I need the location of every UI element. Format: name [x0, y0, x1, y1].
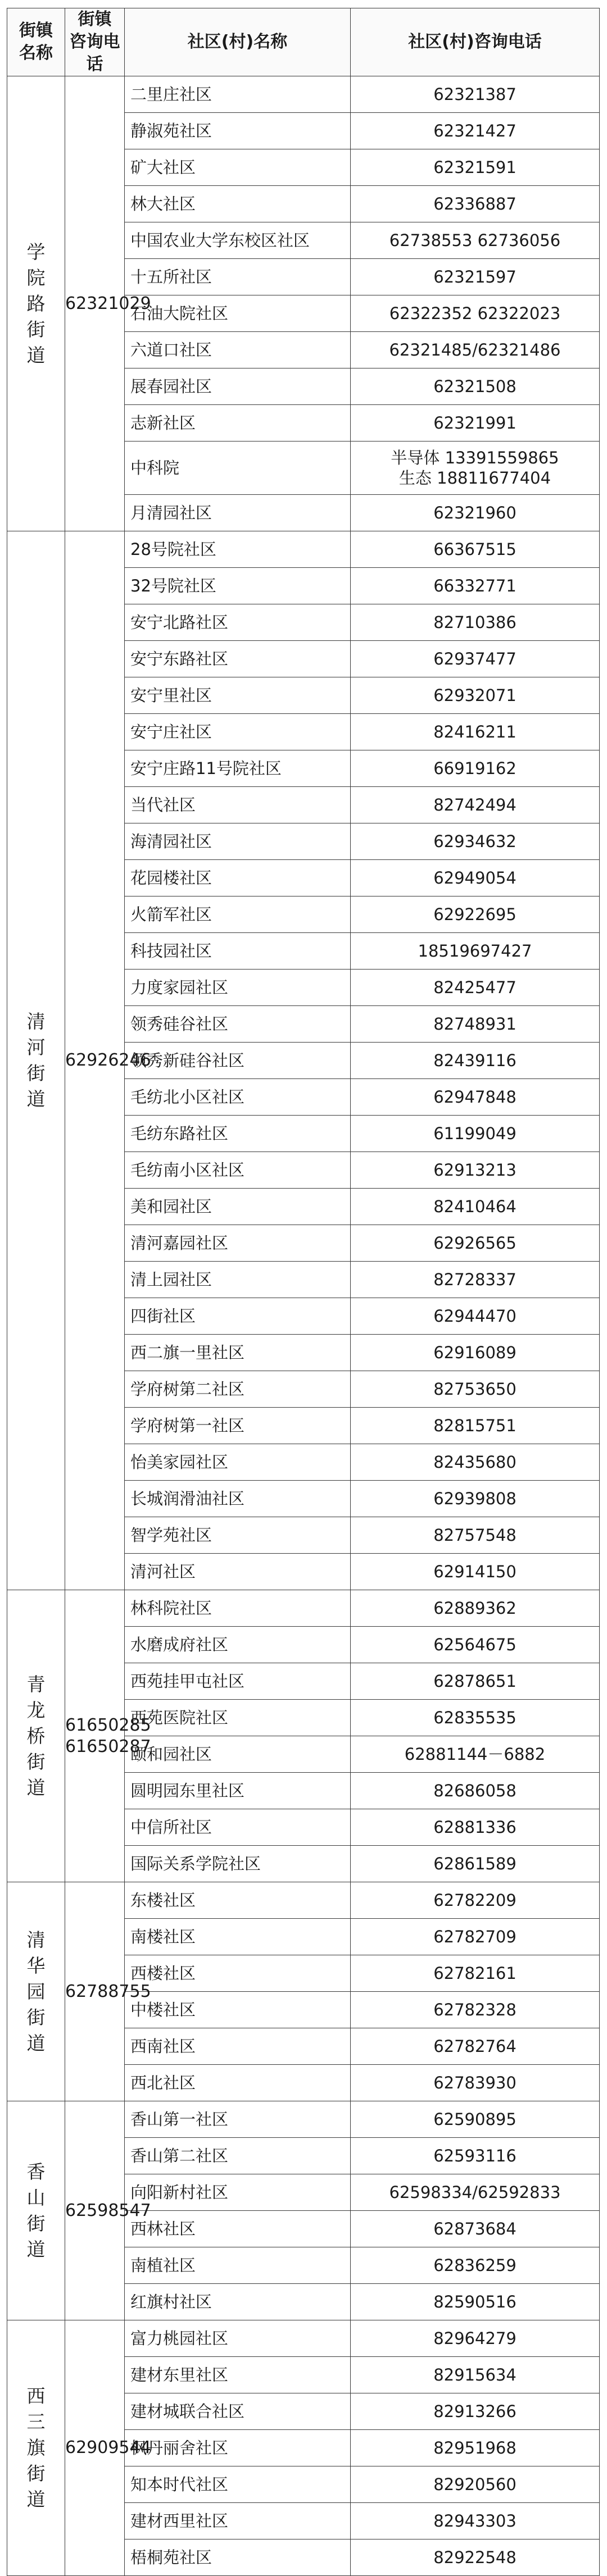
community-tel: [351, 933, 600, 970]
street-name-cell: [7, 2320, 65, 2576]
community-contact-table: [7, 8, 600, 2576]
street-tel: 62598547: [65, 2200, 151, 2220]
community-tel: [351, 2320, 600, 2357]
community-tel: [351, 1006, 600, 1043]
community-tel-line: 82748931: [433, 1014, 517, 1034]
community-name: 西楼社区: [125, 1955, 351, 1992]
community-tel-line: 62881336: [433, 1818, 517, 1837]
community-name: 林科院社区: [125, 1590, 351, 1627]
header-community: 社区(村)名称: [125, 8, 351, 76]
community-name: 清河社区: [125, 1554, 351, 1590]
community-tel: [351, 495, 600, 531]
community-tel-line: 82920560: [433, 2475, 517, 2494]
community-tel: [351, 2247, 600, 2284]
community-tel: [351, 442, 600, 495]
community-tel-line: 62321991: [433, 413, 517, 433]
community-tel-line: 62321387: [433, 85, 517, 104]
community-name: 六道口社区: [125, 332, 351, 368]
community-tel-line: 66919162: [433, 759, 517, 778]
community-tel: [351, 1481, 600, 1517]
community-tel-line: 82590516: [433, 2292, 517, 2311]
community-tel: [351, 1846, 600, 1882]
community-name: 展春园社区: [125, 368, 351, 405]
community-tel: [351, 1152, 600, 1189]
community-tel: [351, 295, 600, 332]
community-tel-line: 62916089: [433, 1343, 517, 1362]
street-name-cell: [7, 76, 65, 531]
community-name: 西二旗一里社区: [125, 1335, 351, 1371]
community-name: 学府树第二社区: [125, 1371, 351, 1408]
community-tel: [351, 2393, 600, 2430]
community-tel-line: 62593116: [433, 2146, 517, 2165]
community-name: 石油大院社区: [125, 295, 351, 332]
community-tel: [351, 332, 600, 368]
community-tel-line: 82757548: [433, 1526, 517, 1545]
community-tel-line: 82915634: [433, 2365, 517, 2384]
community-tel: [351, 641, 600, 677]
community-name: 毛纺南小区社区: [125, 1152, 351, 1189]
community-tel: [351, 1992, 600, 2028]
community-tel-line: 82710386: [433, 613, 517, 632]
community-tel-line: 62782709: [433, 1927, 517, 1946]
community-tel-line: 82913266: [433, 2402, 517, 2421]
community-tel-line: 66367515: [433, 540, 517, 559]
community-tel-line: 62836259: [433, 2256, 517, 2275]
street-name: 青龙桥街道: [26, 1673, 46, 1799]
community-tel: [351, 970, 600, 1006]
header-community-tel: 社区(村)咨询电话: [351, 8, 600, 76]
table-row: [7, 2320, 600, 2357]
community-tel: [351, 1116, 600, 1152]
community-tel-line: 62947848: [433, 1087, 517, 1107]
community-name: 国际关系学院社区: [125, 1846, 351, 1882]
community-tel: [351, 823, 600, 860]
community-name: 西林社区: [125, 2211, 351, 2247]
community-tel: [351, 1736, 600, 1773]
community-tel-line: 62322352 62322023: [389, 304, 561, 323]
community-name: 毛纺北小区社区: [125, 1079, 351, 1116]
community-name: 怡美家园社区: [125, 1444, 351, 1481]
street-name-cell: [7, 1882, 65, 2101]
community-name: 建材城联合社区: [125, 2393, 351, 2430]
street-tel-cell: [65, 76, 151, 531]
street-tel: 62788755: [65, 1981, 151, 2001]
street-tel: 62321029: [65, 293, 151, 313]
community-tel: [351, 604, 600, 641]
table-header-row: [7, 8, 600, 76]
community-tel-line: 66332771: [433, 576, 517, 595]
community-name: 四街社区: [125, 1298, 351, 1335]
community-name: 毛纺东路社区: [125, 1116, 351, 1152]
community-tel: [351, 750, 600, 787]
community-tel-line: 62944470: [433, 1307, 517, 1326]
community-tel: [351, 1408, 600, 1444]
community-name: 中科院: [125, 442, 351, 495]
community-tel: [351, 2211, 600, 2247]
community-name: 富力桃园社区: [125, 2320, 351, 2357]
community-name: 志新社区: [125, 405, 351, 442]
street-name: 西三旗街道: [26, 2385, 46, 2510]
community-name: 颐和园社区: [125, 1736, 351, 1773]
street-name-cell: [7, 531, 65, 1590]
table-row: [7, 76, 600, 113]
table-row: [7, 1882, 600, 1919]
community-tel-line: 62782209: [433, 1891, 517, 1910]
street-name-cell: [7, 2101, 65, 2320]
community-name: 清河嘉园社区: [125, 1225, 351, 1262]
community-name: 月清园社区: [125, 495, 351, 531]
community-tel: [351, 1335, 600, 1371]
community-tel-line: 62321960: [433, 503, 517, 522]
community-tel: [351, 568, 600, 604]
community-tel: [351, 896, 600, 933]
community-name: 二里庄社区: [125, 76, 351, 113]
community-tel-line: 18519697427: [418, 941, 532, 961]
community-tel-line: 82753650: [433, 1380, 517, 1399]
community-name: 建材东里社区: [125, 2357, 351, 2393]
community-name: 领秀硅谷社区: [125, 1006, 351, 1043]
community-tel-line: 62922695: [433, 905, 517, 924]
community-name: 中国农业大学东校区社区: [125, 222, 351, 259]
community-tel-line: 62939808: [433, 1489, 517, 1508]
community-name: 领秀新硅谷社区: [125, 1043, 351, 1079]
community-name: 安宁里社区: [125, 677, 351, 714]
community-tel-line: 62321485/62321486: [389, 340, 561, 359]
community-tel-line: 62914150: [433, 1562, 517, 1581]
community-tel-line: 62564675: [433, 1635, 517, 1654]
community-tel: [351, 2430, 600, 2466]
community-tel: [351, 1809, 600, 1846]
community-tel: [351, 2028, 600, 2065]
community-tel-line: 62913213: [433, 1160, 517, 1180]
community-tel-line: 62878651: [433, 1672, 517, 1691]
community-tel: [351, 1517, 600, 1554]
community-tel-line: 82435680: [433, 1453, 517, 1472]
community-name: 梧桐苑社区: [125, 2539, 351, 2576]
community-name: 智学苑社区: [125, 1517, 351, 1554]
community-tel: [351, 1700, 600, 1736]
community-tel: [351, 368, 600, 405]
community-tel-line: 82922548: [433, 2548, 517, 2567]
community-tel-line: 62336887: [433, 194, 517, 213]
community-tel-line: 62321591: [433, 158, 517, 177]
community-tel: [351, 1773, 600, 1809]
community-tel: [351, 860, 600, 896]
community-tel-line: 62782764: [433, 2037, 517, 2056]
community-tel: [351, 2503, 600, 2539]
community-tel-line: 62738553 62736056: [389, 231, 561, 250]
community-name: 安宁庄路11号院社区: [125, 750, 351, 787]
community-tel-line: 62873684: [433, 2219, 517, 2238]
community-tel: [351, 76, 600, 113]
community-name: 当代社区: [125, 787, 351, 823]
community-name: 花园楼社区: [125, 860, 351, 896]
community-name: 清上园社区: [125, 1262, 351, 1298]
table-body: [7, 76, 600, 2576]
street-tel: 61650285: [65, 1715, 151, 1735]
community-name: 向阳新村社区: [125, 2174, 351, 2211]
community-tel-line: 62783930: [433, 2073, 517, 2092]
community-tel: [351, 2138, 600, 2174]
community-name: 南植社区: [125, 2247, 351, 2284]
community-tel: [351, 2466, 600, 2503]
community-tel: [351, 113, 600, 149]
community-tel: [351, 222, 600, 259]
community-tel: [351, 714, 600, 750]
community-tel-line: 62926565: [433, 1234, 517, 1253]
community-tel: [351, 1371, 600, 1408]
community-tel: [351, 2357, 600, 2393]
community-tel: [351, 1225, 600, 1262]
street-tel-cell: [65, 531, 151, 1590]
community-tel-line: 62949054: [433, 868, 517, 888]
community-tel-line: 62835535: [433, 1708, 517, 1727]
community-tel-line: 82943303: [433, 2511, 517, 2531]
community-tel-line: 62934632: [433, 832, 517, 851]
community-name: 28号院社区: [125, 531, 351, 568]
community-tel: [351, 1955, 600, 1992]
community-name: 东楼社区: [125, 1882, 351, 1919]
community-tel: [351, 149, 600, 186]
community-name: 安宁庄社区: [125, 714, 351, 750]
community-name: 安宁东路社区: [125, 641, 351, 677]
community-tel: [351, 2174, 600, 2211]
street-tel-cell: [65, 2320, 151, 2576]
community-tel: [351, 1043, 600, 1079]
community-name: 力度家园社区: [125, 970, 351, 1006]
community-name: 南楼社区: [125, 1919, 351, 1955]
community-tel: [351, 531, 600, 568]
community-name: 枫丹丽舍社区: [125, 2430, 351, 2466]
header-street-tel: 街镇 咨询电话: [65, 8, 125, 76]
community-tel-line: 62321508: [433, 377, 517, 396]
community-tel-line: 生态 18811677404: [398, 468, 551, 488]
community-tel-line: 61199049: [433, 1124, 517, 1143]
community-name: 西北社区: [125, 2065, 351, 2101]
street-name: 清华园街道: [26, 1928, 46, 2054]
community-tel-line: 62321427: [433, 121, 517, 140]
community-tel: [351, 405, 600, 442]
community-name: 圆明园东里社区: [125, 1773, 351, 1809]
community-tel: [351, 259, 600, 295]
community-tel: [351, 1590, 600, 1627]
community-tel: [351, 2539, 600, 2576]
community-tel: [351, 186, 600, 222]
community-tel-line: 62590895: [433, 2110, 517, 2129]
community-tel: [351, 2065, 600, 2101]
community-name: 火箭军社区: [125, 896, 351, 933]
street-tel-cell: [65, 1590, 151, 1882]
community-name: 32号院社区: [125, 568, 351, 604]
community-name: 林大社区: [125, 186, 351, 222]
community-name: 知本时代社区: [125, 2466, 351, 2503]
community-tel-line: 82951968: [433, 2438, 517, 2457]
community-tel-line: 半导体 13391559865: [391, 448, 559, 467]
community-tel-line: 82742494: [433, 795, 517, 814]
street-tel: 61650287: [65, 1736, 151, 1756]
table-row: [7, 2101, 600, 2138]
community-tel-line: 62782328: [433, 2000, 517, 2019]
community-name: 香山第二社区: [125, 2138, 351, 2174]
community-name: 科技园社区: [125, 933, 351, 970]
street-tel-cell: [65, 1882, 151, 2101]
community-tel: [351, 1189, 600, 1225]
community-tel-line: 62881144－6882: [404, 1745, 546, 1764]
community-tel: [351, 787, 600, 823]
community-name: 学府树第一社区: [125, 1408, 351, 1444]
community-name: 西南社区: [125, 2028, 351, 2065]
community-tel-line: 82964279: [433, 2329, 517, 2348]
community-tel-line: 82728337: [433, 1270, 517, 1289]
community-name: 矿大社区: [125, 149, 351, 186]
community-name: 西苑挂甲屯社区: [125, 1663, 351, 1700]
community-name: 十五所社区: [125, 259, 351, 295]
table-row: [7, 1590, 600, 1627]
community-name: 红旗村社区: [125, 2284, 351, 2320]
street-name-cell: [7, 1590, 65, 1882]
community-tel: [351, 1262, 600, 1298]
community-tel-line: 62861589: [433, 1854, 517, 1873]
community-name: 海清园社区: [125, 823, 351, 860]
community-name: 建材西里社区: [125, 2503, 351, 2539]
community-tel: [351, 1627, 600, 1663]
community-tel-line: 82410464: [433, 1197, 517, 1216]
community-tel-line: 62937477: [433, 649, 517, 668]
community-name: 中信所社区: [125, 1809, 351, 1846]
community-tel-line: 82425477: [433, 978, 517, 997]
community-tel-line: 82815751: [433, 1416, 517, 1435]
community-tel-line: 62889362: [433, 1599, 517, 1618]
community-name: 中楼社区: [125, 1992, 351, 2028]
community-tel: [351, 1298, 600, 1335]
community-name: 美和园社区: [125, 1189, 351, 1225]
community-tel: [351, 2284, 600, 2320]
community-name: 长城润滑油社区: [125, 1481, 351, 1517]
community-tel: [351, 2101, 600, 2138]
community-tel-line: 82416211: [433, 722, 517, 741]
community-tel: [351, 1079, 600, 1116]
community-tel: [351, 1444, 600, 1481]
community-tel: [351, 1919, 600, 1955]
street-name: 香山街道: [26, 2160, 46, 2260]
community-tel: [351, 1663, 600, 1700]
community-tel: [351, 1554, 600, 1590]
community-tel-line: 62932071: [433, 686, 517, 705]
community-tel-line: 82686058: [433, 1781, 517, 1800]
street-tel-cell: [65, 2101, 151, 2320]
street-tel: 62926246: [65, 1050, 151, 1070]
community-name: 香山第一社区: [125, 2101, 351, 2138]
community-tel-line: 62321597: [433, 267, 517, 286]
community-tel: [351, 677, 600, 714]
table-row: [7, 531, 600, 568]
community-name: 西苑医院社区: [125, 1700, 351, 1736]
community-tel-line: 62598334/62592833: [389, 2183, 561, 2202]
community-name: 静淑苑社区: [125, 113, 351, 149]
community-name: 水磨成府社区: [125, 1627, 351, 1663]
community-name: 安宁北路社区: [125, 604, 351, 641]
community-tel-line: 82439116: [433, 1051, 517, 1070]
header-street: 街镇 名称: [7, 8, 65, 76]
community-tel: [351, 1882, 600, 1919]
street-tel: 62909544: [65, 2438, 151, 2457]
street-name: 清河街道: [26, 1011, 46, 1110]
street-name: 学院路街道: [26, 240, 46, 366]
community-tel-line: 62782161: [433, 1964, 517, 1983]
